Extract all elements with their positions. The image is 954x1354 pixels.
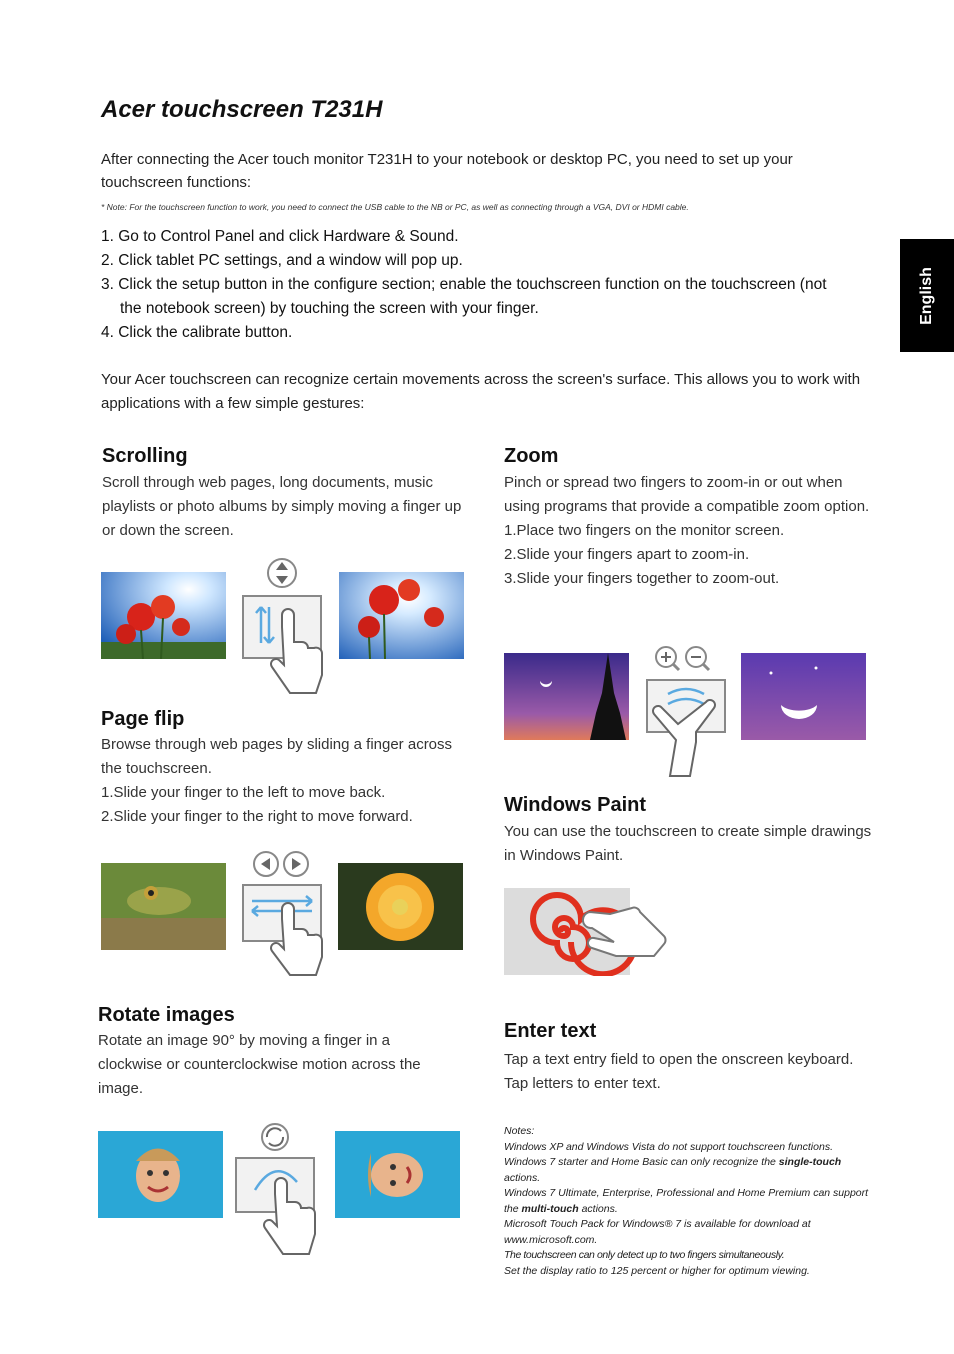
setup-step: 1. Go to Control Panel and click Hardware & Sound. — [101, 228, 459, 245]
scroll-gesture-icon — [242, 557, 326, 695]
zoom-title: Zoom — [504, 445, 559, 467]
moon-zoomed-photo — [741, 653, 866, 740]
zoom-text: Pinch or spread two fingers to zoom-in or out when using programs that provide a compatible zoom option. — [504, 474, 870, 515]
flower-photo — [338, 863, 463, 950]
enter-text-body: Tap a text entry field to open the onscreen keyboard. Tap letters to enter text. — [504, 1051, 854, 1092]
night-sky-photo — [504, 653, 629, 740]
zoom-step: 2.Slide your fingers apart to zoom-in. — [504, 546, 750, 563]
note-line: Windows XP and Windows Vista do not support touchscreen functions. — [504, 1140, 833, 1153]
language-tab-label: English — [918, 266, 935, 325]
paint-title: Windows Paint — [504, 794, 647, 816]
setup-steps — [101, 225, 841, 345]
note-text: Windows 7 starter and Home Basic can only recognize the — [504, 1156, 779, 1168]
rotate-gesture-icon — [235, 1122, 319, 1258]
page-flip-step: 1.Slide your finger to the left to move back. — [101, 784, 386, 801]
usb-note: * Note: For the touchscreen function to work, you need to connect the USB cable to the NB or PC, as well as connecting through a VGA, DVI or HDMI cable. — [101, 202, 689, 212]
note-emphasis: single-touch — [778, 1156, 842, 1168]
note-line: Set the display ratio to 125 percent or higher for optimum viewing. — [504, 1264, 810, 1277]
swimmer-photo — [98, 1131, 223, 1218]
frog-photo — [101, 863, 226, 950]
notes-label: Notes: — [504, 1125, 535, 1137]
paint-spiral-illustration — [504, 888, 669, 976]
note-line: Microsoft Touch Pack for Windows® 7 is available for download at www.microsoft.com. — [504, 1218, 811, 1246]
scrolling-title: Scrolling — [102, 445, 188, 467]
setup-step: 2. Click tablet PC settings, and a window will pop up. — [101, 252, 463, 269]
language-tab — [900, 239, 954, 352]
scrolling-body: Scroll through web pages, long documents, music playlists or photo albums by simply moving a finger up or down the screen. — [102, 474, 462, 539]
poppies-photo — [101, 572, 226, 659]
page-flip-step: 2.Slide your finger to the right to move forward. — [101, 808, 413, 825]
page-flip-gesture-icon — [242, 849, 326, 977]
page-flip-text: Browse through web pages by sliding a finger across the touchscreen. — [101, 736, 453, 777]
zoom-body — [504, 471, 874, 591]
note-text: Windows 7 Ultimate, Enterprise, Professional and Home Premium can support the — [504, 1187, 869, 1215]
zoom-step: 1.Place two fingers on the monitor screen. — [504, 522, 785, 539]
note-text: actions. — [504, 1171, 541, 1184]
setup-step: 4. Click the calibrate button. — [101, 324, 293, 341]
rotate-title: Rotate images — [98, 1004, 235, 1026]
paint-body: You can use the touchscreen to create simple drawings in Windows Paint. — [504, 823, 872, 864]
enter-text-title: Enter text — [504, 1020, 597, 1042]
setup-step: 3. Click the setup button in the configure section; enable the touchscreen function on the touchscreen (not the notebook screen) by touching the screen with your finger. — [101, 276, 827, 317]
zoom-step: 3.Slide your fingers together to zoom-out. — [504, 570, 780, 587]
poppies-scrolled-photo — [339, 572, 464, 659]
note-line — [504, 1186, 874, 1217]
notes-block — [504, 1124, 874, 1279]
intro-text: After connecting the Acer touch monitor T231H to your notebook or desktop PC, you need to set up your touchscreen functions: — [101, 151, 793, 191]
rotate-body: Rotate an image 90° by moving a finger in a clockwise or counterclockwise motion across the image. — [98, 1032, 421, 1097]
page-title: Acer touchscreen T231H — [101, 96, 383, 123]
note-line — [504, 1155, 874, 1186]
note-text: actions. — [578, 1202, 618, 1215]
page-flip-body — [101, 733, 471, 829]
gestures-intro: Your Acer touchscreen can recognize certain movements across the screen's surface. This allows you to work with applications with a few simple gestures: — [101, 371, 861, 412]
note-emphasis: multi-touch — [521, 1202, 579, 1215]
page-flip-title: Page flip — [101, 708, 185, 730]
zoom-gesture-icon — [646, 644, 730, 778]
swimmer-rotated-photo — [335, 1131, 460, 1218]
note-line: The touchscreen can only detect up to two fingers simultaneously. — [504, 1249, 785, 1261]
